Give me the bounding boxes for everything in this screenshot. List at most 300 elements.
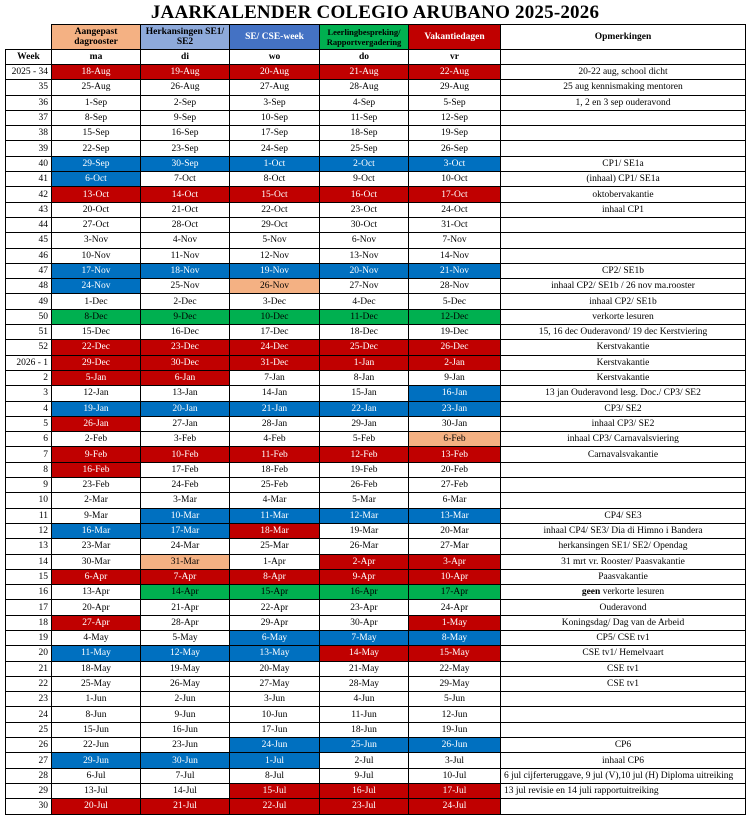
remark-cell: herkansingen SE1/ SE2/ Opendag xyxy=(501,539,746,554)
day-cell: 21-Jul xyxy=(141,799,230,814)
week-number: 2025 - 34 xyxy=(6,65,52,80)
day-cell: 20-Aug xyxy=(230,65,320,80)
day-cell: 24-Jul xyxy=(409,799,501,814)
week-number: 40 xyxy=(6,156,52,171)
day-cell: 13-Jan xyxy=(141,386,230,401)
day-cell: 24-Sep xyxy=(230,141,320,156)
week-number: 24 xyxy=(6,707,52,722)
day-cell: 24-Jun xyxy=(230,738,320,753)
remark-cell: 20-22 aug, school dicht xyxy=(501,65,746,80)
legend-aangepast-dagrooster: Aangepast dagrooster xyxy=(52,25,141,50)
day-cell: 22-Aug xyxy=(409,65,501,80)
day-cell: 18-Jun xyxy=(320,722,409,737)
day-cell: 27-Apr xyxy=(52,615,141,630)
day-cell: 16-Jul xyxy=(320,783,409,798)
day-cell: 4-Mar xyxy=(230,493,320,508)
week-number: 3 xyxy=(6,386,52,401)
week-number: 8 xyxy=(6,462,52,477)
day-cell: 25-Feb xyxy=(230,478,320,493)
week-row xyxy=(6,294,746,309)
remark-cell: 25 aug kennismaking mentoren xyxy=(501,80,746,95)
day-cell: 26-Aug xyxy=(141,80,230,95)
day-cell: 3-Nov xyxy=(52,233,141,248)
day-cell: 5-Dec xyxy=(409,294,501,309)
day-cell: 1-Jul xyxy=(230,753,320,768)
week-row xyxy=(6,233,746,248)
week-number: 15 xyxy=(6,569,52,584)
remark-cell: Kerstvakantie xyxy=(501,370,746,385)
day-cell: 23-Mar xyxy=(52,539,141,554)
day-cell: 4-May xyxy=(52,630,141,645)
remark-cell: CP3/ SE2 xyxy=(501,401,746,416)
week-row xyxy=(6,248,746,263)
day-cell: 28-Apr xyxy=(141,615,230,630)
day-cell: 5-Mar xyxy=(320,493,409,508)
day-cell: 8-Jul xyxy=(230,768,320,783)
day-cell: 2-Jul xyxy=(320,753,409,768)
day-cell: 1-Dec xyxy=(52,294,141,309)
day-cell: 28-Nov xyxy=(409,279,501,294)
day-cell: 30-Sep xyxy=(141,156,230,171)
day-cell: 20-Jul xyxy=(52,799,141,814)
day-cell: 24-Nov xyxy=(52,279,141,294)
remark-cell: inhaal CP1 xyxy=(501,202,746,217)
day-cell: 23-Apr xyxy=(320,600,409,615)
week-row xyxy=(6,156,746,171)
day-cell: 12-Dec xyxy=(409,309,501,324)
day-cell: 30-Apr xyxy=(320,615,409,630)
day-cell: 31-Dec xyxy=(230,355,320,370)
remark-cell xyxy=(501,692,746,707)
week-row xyxy=(6,523,746,538)
legend-herkansingen: Herkansingen SE1/ SE2 xyxy=(141,25,230,50)
day-cell: 20-Jan xyxy=(141,401,230,416)
day-cell: 8-Oct xyxy=(230,172,320,187)
week-row xyxy=(6,172,746,187)
day-cell: 19-Feb xyxy=(320,462,409,477)
week-row xyxy=(6,141,746,156)
remark-cell: oktobervakantie xyxy=(501,187,746,202)
day-cell: 19-Aug xyxy=(141,65,230,80)
day-cell: 23-Jan xyxy=(409,401,501,416)
day-cell: 16-Dec xyxy=(141,325,230,340)
week-row xyxy=(6,676,746,691)
week-row xyxy=(6,493,746,508)
legend-leerlingbespreking: Leerlingbespreking/ Rapportvergadering xyxy=(320,25,409,50)
day-cell: 27-Oct xyxy=(52,217,141,232)
week-number: 51 xyxy=(6,325,52,340)
corner-cell xyxy=(6,25,52,50)
day-cell: 4-Dec xyxy=(320,294,409,309)
remark-cell: (inhaal) CP1/ SE1a xyxy=(501,172,746,187)
day-cell: 12-Jan xyxy=(52,386,141,401)
day-cell: 23-Oct xyxy=(320,202,409,217)
day-cell: 27-Mar xyxy=(409,539,501,554)
week-number: 16 xyxy=(6,585,52,600)
week-row xyxy=(6,416,746,431)
remark-cell: inhaal CP2/ SE1b xyxy=(501,294,746,309)
week-row xyxy=(6,585,746,600)
week-row xyxy=(6,370,746,385)
week-number: 18 xyxy=(6,615,52,630)
remark-cell: inhaal CP4/ SE3/ Dia di Himno i Bandera xyxy=(501,523,746,538)
legend-vakantiedagen: Vakantiedagen xyxy=(409,25,501,50)
remark-cell: verkorte lesuren xyxy=(501,309,746,324)
remarks-subheader xyxy=(501,50,746,65)
day-cell: 4-Feb xyxy=(230,432,320,447)
remark-cell: CSE tv1/ Hemelvaart xyxy=(501,646,746,661)
day-cell: 28-Aug xyxy=(320,80,409,95)
remark-cell: inhaal CP3/ SE2 xyxy=(501,416,746,431)
day-cell: 10-Nov xyxy=(52,248,141,263)
week-number: 14 xyxy=(6,554,52,569)
day-cell: 10-Apr xyxy=(409,569,501,584)
week-number: 23 xyxy=(6,692,52,707)
week-row xyxy=(6,554,746,569)
day-cell: 30-Dec xyxy=(141,355,230,370)
remark-cell: 31 mrt vr. Rooster/ Paasvakantie xyxy=(501,554,746,569)
week-number: 45 xyxy=(6,233,52,248)
remark-cell: Kerstvakantie xyxy=(501,355,746,370)
day-cell: 17-Jun xyxy=(230,722,320,737)
remark-cell: CP1/ SE1a xyxy=(501,156,746,171)
day-cell: 26-Nov xyxy=(230,279,320,294)
remark-cell: 6 jul cijferteruggave, 9 jul (V),10 jul (H) Diploma uitreiking xyxy=(501,768,746,783)
week-row xyxy=(6,325,746,340)
remark-cell xyxy=(501,126,746,141)
day-cell: 7-Nov xyxy=(409,233,501,248)
day-cell: 25-May xyxy=(52,676,141,691)
week-row xyxy=(6,263,746,278)
day-cell: 2-Dec xyxy=(141,294,230,309)
week-number: 50 xyxy=(6,309,52,324)
week-row xyxy=(6,569,746,584)
day-cell: 22-Jun xyxy=(52,738,141,753)
week-row xyxy=(6,646,746,661)
day-cell: 16-Oct xyxy=(320,187,409,202)
week-header: Week xyxy=(6,50,52,65)
day-cell: 22-Jan xyxy=(320,401,409,416)
day-cell: 20-Nov xyxy=(320,263,409,278)
day-cell: 16-Jun xyxy=(141,722,230,737)
day-cell: 2-Mar xyxy=(52,493,141,508)
calendar-table xyxy=(5,24,746,815)
week-row xyxy=(6,340,746,355)
day-cell: 12-Mar xyxy=(320,508,409,523)
day-cell: 16-Mar xyxy=(52,523,141,538)
week-number: 39 xyxy=(6,141,52,156)
day-cell: 20-Apr xyxy=(52,600,141,615)
day-cell: 13-Nov xyxy=(320,248,409,263)
week-row xyxy=(6,661,746,676)
day-cell: 17-Dec xyxy=(230,325,320,340)
week-row xyxy=(6,95,746,110)
day-cell: 25-Jun xyxy=(320,738,409,753)
day-cell: 11-Sep xyxy=(320,110,409,125)
day-cell: 29-May xyxy=(409,676,501,691)
day-cell: 9-Apr xyxy=(320,569,409,584)
day-cell: 31-Oct xyxy=(409,217,501,232)
remark-cell xyxy=(501,217,746,232)
day-cell: 11-Jun xyxy=(320,707,409,722)
day-cell: 5-Jun xyxy=(409,692,501,707)
day-cell: 11-Feb xyxy=(230,447,320,462)
remark-cell xyxy=(501,799,746,814)
day-header-wo: wo xyxy=(230,50,320,65)
day-cell: 23-Dec xyxy=(141,340,230,355)
day-cell: 6-Mar xyxy=(409,493,501,508)
week-number: 43 xyxy=(6,202,52,217)
day-cell: 29-Jan xyxy=(320,416,409,431)
day-cell: 10-Sep xyxy=(230,110,320,125)
day-cell: 26-Mar xyxy=(320,539,409,554)
day-cell: 8-May xyxy=(409,630,501,645)
day-cell: 30-Jun xyxy=(141,753,230,768)
remark-cell xyxy=(501,478,746,493)
week-row xyxy=(6,799,746,814)
week-row xyxy=(6,768,746,783)
day-cell: 8-Apr xyxy=(230,569,320,584)
page-title: JAARKALENDER COLEGIO ARUBANO 2025-2026 xyxy=(150,2,600,23)
day-cell: 27-Jan xyxy=(141,416,230,431)
remark-cell: 1, 2 en 3 sep ouderavond xyxy=(501,95,746,110)
week-number: 4 xyxy=(6,401,52,416)
day-cell: 3-Feb xyxy=(141,432,230,447)
week-row xyxy=(6,600,746,615)
day-cell: 5-May xyxy=(141,630,230,645)
day-cell: 4-Jun xyxy=(320,692,409,707)
week-number: 13 xyxy=(6,539,52,554)
day-cell: 15-Jul xyxy=(230,783,320,798)
remark-cell: CP2/ SE1b xyxy=(501,263,746,278)
day-cell: 16-Jan xyxy=(409,386,501,401)
week-number: 12 xyxy=(6,523,52,538)
day-cell: 1-Apr xyxy=(230,554,320,569)
day-header-di: di xyxy=(141,50,230,65)
day-cell: 24-Mar xyxy=(141,539,230,554)
remark-cell xyxy=(501,493,746,508)
day-cell: 2-Jan xyxy=(409,355,501,370)
day-header-row xyxy=(6,50,746,65)
day-cell: 7-Apr xyxy=(141,569,230,584)
day-cell: 7-Jul xyxy=(141,768,230,783)
day-cell: 17-Apr xyxy=(409,585,501,600)
day-cell: 3-Sep xyxy=(230,95,320,110)
week-number: 2 xyxy=(6,370,52,385)
day-cell: 25-Nov xyxy=(141,279,230,294)
day-cell: 11-Mar xyxy=(230,508,320,523)
day-cell: 31-Mar xyxy=(141,554,230,569)
day-cell: 3-Apr xyxy=(409,554,501,569)
week-row xyxy=(6,478,746,493)
day-cell: 17-Feb xyxy=(141,462,230,477)
remark-cell: Carnavalsvakantie xyxy=(501,447,746,462)
day-cell: 2-Sep xyxy=(141,95,230,110)
week-number: 38 xyxy=(6,126,52,141)
week-row xyxy=(6,753,746,768)
remark-cell: Koningsdag/ Dag van de Arbeid xyxy=(501,615,746,630)
week-row xyxy=(6,447,746,462)
legend-row xyxy=(6,25,746,50)
day-cell: 20-May xyxy=(230,661,320,676)
day-cell: 6-Nov xyxy=(320,233,409,248)
week-number: 10 xyxy=(6,493,52,508)
day-cell: 13-Jul xyxy=(52,783,141,798)
day-cell: 27-Feb xyxy=(409,478,501,493)
remark-cell: CP5/ CSE tv1 xyxy=(501,630,746,645)
week-number: 47 xyxy=(6,263,52,278)
day-cell: 14-Nov xyxy=(409,248,501,263)
day-cell: 24-Oct xyxy=(409,202,501,217)
day-cell: 23-Jun xyxy=(141,738,230,753)
day-cell: 17-Sep xyxy=(230,126,320,141)
remark-cell xyxy=(501,248,746,263)
day-cell: 16-Feb xyxy=(52,462,141,477)
day-cell: 26-May xyxy=(141,676,230,691)
week-row xyxy=(6,126,746,141)
week-row xyxy=(6,630,746,645)
week-number: 22 xyxy=(6,676,52,691)
day-cell: 18-May xyxy=(52,661,141,676)
day-cell: 15-Jan xyxy=(320,386,409,401)
day-cell: 29-Apr xyxy=(230,615,320,630)
week-number: 41 xyxy=(6,172,52,187)
week-row xyxy=(6,110,746,125)
day-cell: 22-Jul xyxy=(230,799,320,814)
day-cell: 14-Jul xyxy=(141,783,230,798)
day-cell: 10-Mar xyxy=(141,508,230,523)
day-cell: 21-Oct xyxy=(141,202,230,217)
day-cell: 17-Jul xyxy=(409,783,501,798)
day-cell: 27-May xyxy=(230,676,320,691)
day-cell: 18-Sep xyxy=(320,126,409,141)
week-row xyxy=(6,401,746,416)
day-cell: 1-May xyxy=(409,615,501,630)
week-row xyxy=(6,202,746,217)
day-cell: 1-Jan xyxy=(320,355,409,370)
remark-cell xyxy=(501,585,746,600)
remark-cell: Paasvakantie xyxy=(501,569,746,584)
remark-cell: inhaal CP2/ SE1b / 26 nov ma.rooster xyxy=(501,279,746,294)
week-row xyxy=(6,386,746,401)
day-cell: 20-Mar xyxy=(409,523,501,538)
day-cell: 15-Oct xyxy=(230,187,320,202)
day-cell: 12-May xyxy=(141,646,230,661)
day-cell: 19-Sep xyxy=(409,126,501,141)
day-cell: 15-May xyxy=(409,646,501,661)
day-cell: 11-Nov xyxy=(141,248,230,263)
day-cell: 19-May xyxy=(141,661,230,676)
day-cell: 13-May xyxy=(230,646,320,661)
week-number: 52 xyxy=(6,340,52,355)
remark-text: verkorte lesuren xyxy=(600,587,665,598)
day-cell: 9-Sep xyxy=(141,110,230,125)
day-cell: 2-Feb xyxy=(52,432,141,447)
week-number: 20 xyxy=(6,646,52,661)
remark-cell: CP6 xyxy=(501,738,746,753)
day-cell: 15-Dec xyxy=(52,325,141,340)
day-cell: 3-Dec xyxy=(230,294,320,309)
remark-cell: CSE tv1 xyxy=(501,661,746,676)
day-cell: 10-Feb xyxy=(141,447,230,462)
week-row xyxy=(6,615,746,630)
day-cell: 7-May xyxy=(320,630,409,645)
day-cell: 22-Oct xyxy=(230,202,320,217)
week-number: 30 xyxy=(6,799,52,814)
day-cell: 8-Dec xyxy=(52,309,141,324)
week-number: 49 xyxy=(6,294,52,309)
week-number: 27 xyxy=(6,753,52,768)
day-cell: 28-May xyxy=(320,676,409,691)
week-number: 17 xyxy=(6,600,52,615)
remark-cell xyxy=(501,110,746,125)
day-cell: 21-Aug xyxy=(320,65,409,80)
week-number: 35 xyxy=(6,80,52,95)
day-cell: 19-Mar xyxy=(320,523,409,538)
day-cell: 8-Jun xyxy=(52,707,141,722)
day-header-do: do xyxy=(320,50,409,65)
remark-cell xyxy=(501,722,746,737)
day-cell: 20-Feb xyxy=(409,462,501,477)
week-number: 37 xyxy=(6,110,52,125)
day-cell: 29-Sep xyxy=(52,156,141,171)
remark-cell xyxy=(501,707,746,722)
day-cell: 5-Nov xyxy=(230,233,320,248)
day-cell: 13-Oct xyxy=(52,187,141,202)
day-cell: 15-Jun xyxy=(52,722,141,737)
day-cell: 13-Apr xyxy=(52,585,141,600)
day-cell: 18-Nov xyxy=(141,263,230,278)
day-cell: 27-Nov xyxy=(320,279,409,294)
remark-cell xyxy=(501,141,746,156)
day-cell: 18-Mar xyxy=(230,523,320,538)
remark-cell xyxy=(501,233,746,248)
remark-cell: inhaal CP6 xyxy=(501,753,746,768)
remark-cell xyxy=(501,462,746,477)
day-cell: 18-Aug xyxy=(52,65,141,80)
week-number: 48 xyxy=(6,279,52,294)
day-cell: 21-May xyxy=(320,661,409,676)
week-row xyxy=(6,692,746,707)
day-cell: 3-Jun xyxy=(230,692,320,707)
week-number: 19 xyxy=(6,630,52,645)
day-cell: 21-Jan xyxy=(230,401,320,416)
day-cell: 16-Apr xyxy=(320,585,409,600)
day-cell: 14-Oct xyxy=(141,187,230,202)
day-cell: 22-Sep xyxy=(52,141,141,156)
day-cell: 9-Jan xyxy=(409,370,501,385)
day-header-ma: ma xyxy=(52,50,141,65)
day-cell: 9-Jun xyxy=(141,707,230,722)
day-cell: 21-Apr xyxy=(141,600,230,615)
week-row xyxy=(6,707,746,722)
day-cell: 9-Dec xyxy=(141,309,230,324)
week-number: 9 xyxy=(6,478,52,493)
remark-emphasis: geen xyxy=(581,587,601,598)
remarks-header: Opmerkingen xyxy=(501,25,746,50)
day-cell: 7-Oct xyxy=(141,172,230,187)
day-cell: 7-Jan xyxy=(230,370,320,385)
day-cell: 1-Sep xyxy=(52,95,141,110)
day-cell: 9-Oct xyxy=(320,172,409,187)
day-cell: 14-Jan xyxy=(230,386,320,401)
day-cell: 29-Jun xyxy=(52,753,141,768)
day-cell: 23-Feb xyxy=(52,478,141,493)
remark-cell: Ouderavond xyxy=(501,600,746,615)
day-cell: 1-Jun xyxy=(52,692,141,707)
week-number: 5 xyxy=(6,416,52,431)
day-cell: 9-Feb xyxy=(52,447,141,462)
